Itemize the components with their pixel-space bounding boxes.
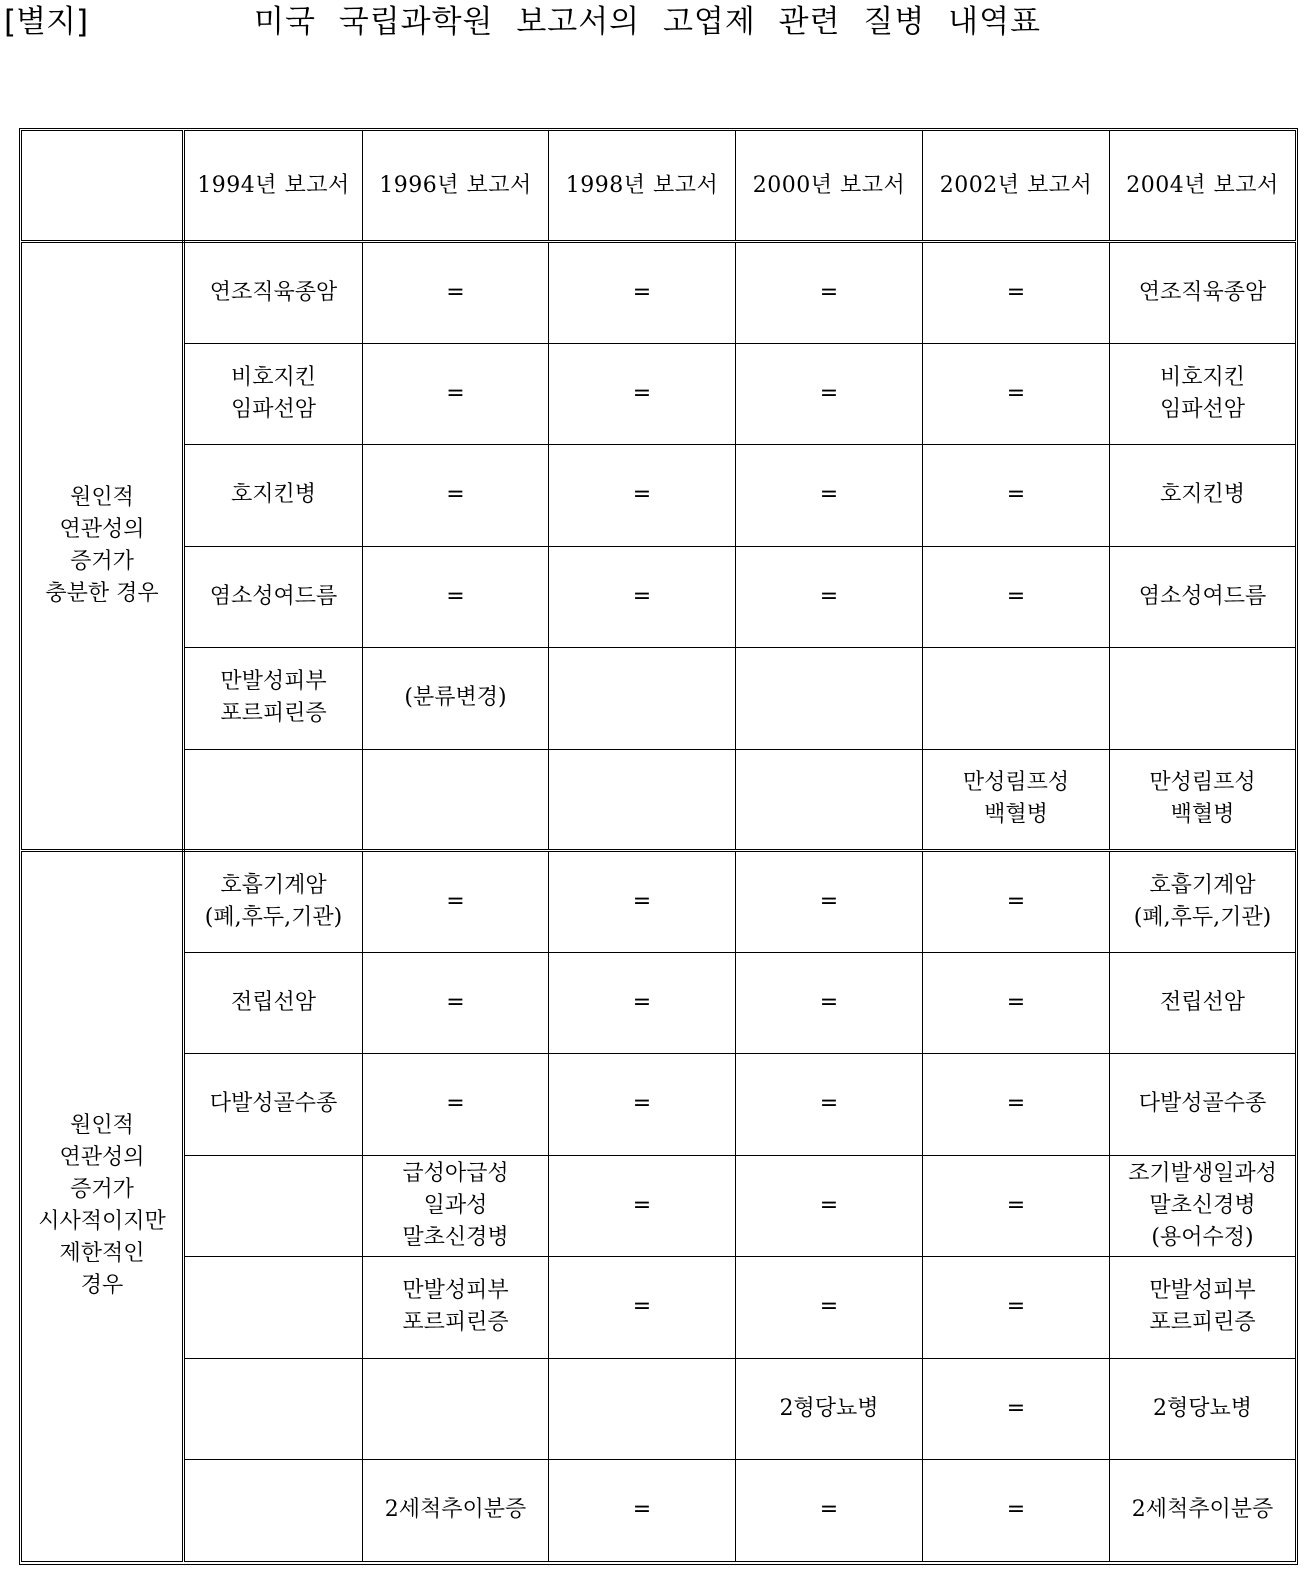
same-as-previous-cell: = [549,546,736,648]
empty-cell [736,648,923,750]
table-row [22,1460,1296,1562]
disease-cell: 비호지킨 임파선암 [184,343,363,445]
table-row [22,546,1296,648]
same-as-previous-cell: = [736,952,923,1054]
table-row [22,1054,1296,1156]
same-as-previous-cell: = [363,343,549,445]
same-as-previous-cell: = [549,851,736,953]
column-header: 1998년 보고서 [549,131,736,242]
same-as-previous-cell: = [923,1257,1110,1359]
table-row [22,445,1296,547]
page-title: 미국 국립과학원 보고서의 고엽제 관련 질병 내역표 [254,4,1041,40]
same-as-previous-cell: = [923,1460,1110,1562]
disease-cell: 만발성피부 포르피린증 [184,648,363,750]
same-as-previous-cell: = [549,445,736,547]
disease-table [21,130,1296,1562]
empty-cell [923,648,1110,750]
same-as-previous-cell: = [363,952,549,1054]
same-as-previous-cell: = [549,242,736,344]
disease-cell: 호지킨병 [1110,445,1296,547]
same-as-previous-cell: = [736,851,923,953]
disease-cell: 2형당뇨병 [736,1358,923,1460]
table-row [22,648,1296,750]
disease-cell: 호지킨병 [184,445,363,547]
disease-cell: 만발성피부 포르피린증 [1110,1257,1296,1359]
same-as-previous-cell: = [736,546,923,648]
same-as-previous-cell: = [549,343,736,445]
same-as-previous-cell: = [923,546,1110,648]
empty-cell [549,648,736,750]
header-row [22,131,1296,242]
same-as-previous-cell: = [736,242,923,344]
empty-cell [184,749,363,851]
disease-cell: 급성아급성 일과성 말초신경병 [363,1155,549,1257]
category-cell: 원인적 연관성의 증거가 충분한 경우 [22,242,184,851]
same-as-previous-cell: = [923,242,1110,344]
empty-cell [1110,648,1296,750]
empty-cell [184,1460,363,1562]
column-header: 1996년 보고서 [363,131,549,242]
disease-cell: 호흡기계암 (폐,후두,기관) [184,851,363,953]
same-as-previous-cell: = [363,242,549,344]
empty-cell [363,749,549,851]
same-as-previous-cell: = [363,445,549,547]
same-as-previous-cell: = [736,1257,923,1359]
same-as-previous-cell: = [549,1155,736,1257]
empty-cell [184,1358,363,1460]
table-row [22,851,1296,953]
same-as-previous-cell: = [923,952,1110,1054]
same-as-previous-cell: = [923,1155,1110,1257]
same-as-previous-cell: = [549,1460,736,1562]
disease-cell: 전립선암 [184,952,363,1054]
disease-cell: 연조직육종암 [184,242,363,344]
same-as-previous-cell: = [549,1257,736,1359]
disease-cell: 만성림프성 백혈병 [1110,749,1296,851]
disease-cell: 만성림프성 백혈병 [923,749,1110,851]
disease-cell: 2형당뇨병 [1110,1358,1296,1460]
same-as-previous-cell: = [923,445,1110,547]
disease-cell: 다발성골수종 [184,1054,363,1156]
same-as-previous-cell: = [923,1054,1110,1156]
table-row [22,1257,1296,1359]
same-as-previous-cell: = [549,1054,736,1156]
empty-cell [736,749,923,851]
same-as-previous-cell: = [736,1155,923,1257]
empty-cell [184,1155,363,1257]
same-as-previous-cell: = [736,1054,923,1156]
table-row [22,952,1296,1054]
disease-cell: 다발성골수종 [1110,1054,1296,1156]
empty-cell [549,749,736,851]
disease-cell: 2세척추이분증 [363,1460,549,1562]
table-row [22,1155,1296,1257]
same-as-previous-cell: = [736,1460,923,1562]
same-as-previous-cell: = [736,445,923,547]
disease-cell: 염소성여드름 [1110,546,1296,648]
empty-cell [184,1257,363,1359]
category-cell: 원인적 연관성의 증거가 시사적이지만 제한적인 경우 [22,851,184,1562]
header-corner-cell [22,131,184,242]
table-row [22,343,1296,445]
empty-cell [549,1358,736,1460]
attachment-tag: [별지] [4,4,89,40]
same-as-previous-cell: = [549,952,736,1054]
same-as-previous-cell: = [923,1358,1110,1460]
disease-cell: 연조직육종암 [1110,242,1296,344]
document-header [0,0,1316,60]
disease-cell: 2세척추이분증 [1110,1460,1296,1562]
same-as-previous-cell: = [923,851,1110,953]
same-as-previous-cell: = [363,851,549,953]
empty-cell [363,1358,549,1460]
disease-cell: 비호지킨 임파선암 [1110,343,1296,445]
table-row [22,1358,1296,1460]
table-row [22,749,1296,851]
column-header: 2002년 보고서 [923,131,1110,242]
same-as-previous-cell: = [736,343,923,445]
table-row [22,242,1296,344]
column-header: 1994년 보고서 [184,131,363,242]
disease-cell: (분류변경) [363,648,549,750]
same-as-previous-cell: = [363,1054,549,1156]
column-header: 2004년 보고서 [1110,131,1296,242]
disease-cell: 전립선암 [1110,952,1296,1054]
same-as-previous-cell: = [923,343,1110,445]
column-header: 2000년 보고서 [736,131,923,242]
disease-cell: 호흡기계암 (폐,후두,기관) [1110,851,1296,953]
disease-cell: 조기발생일과성 말초신경병 (용어수정) [1110,1155,1296,1257]
disease-cell: 염소성여드름 [184,546,363,648]
disease-cell: 만발성피부 포르피린증 [363,1257,549,1359]
same-as-previous-cell: = [363,546,549,648]
